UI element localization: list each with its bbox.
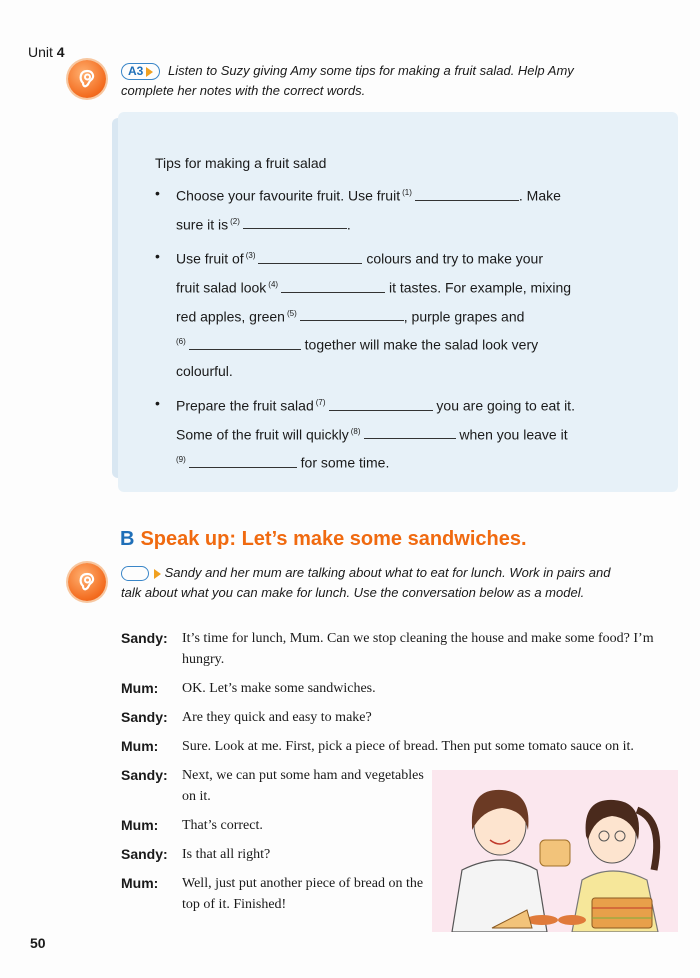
dialogue-line: Is that all right? [182,847,271,862]
section-b-title: Speak up: Let’s make some sandwiches. [140,528,527,550]
dialogue-line: Well, just put another piece of bread on the top of it. Finished! [182,876,424,912]
dialogue-row [121,873,442,915]
section-b-instruction-block [121,563,621,603]
bullet: • [155,248,160,265]
a3-instruction-block [121,61,621,101]
unit-number: 4 [56,44,65,60]
dialogue-line: Are they quick and easy to make? [182,710,372,725]
notes-item-2: • Use fruit of $^{(3)}$ colours and try to make your fruit salad look $^{(4)}$ it tastes. For example, mixing red apples, green $^{(5)}$ , purple grapes and $^{(6)}$ together will make the salad look very colourful. [135,243,635,384]
dialogue-row [121,736,661,757]
section-b-heading [120,528,527,551]
unit-label: Unit 4 [28,44,65,60]
blank-1[interactable] [415,186,519,201]
section-letter: B [120,528,135,550]
speaker: Sandy: [121,630,168,646]
blank-4[interactable] [281,278,385,293]
dialogue-line: It’s time for lunch, Mum. Can we stop cleaning the house and make some food? I’m hungry. [182,631,654,667]
notes-title: Tips for making a fruit salad [155,155,327,171]
blank-2[interactable] [243,214,347,229]
speaker: Mum: [121,875,159,891]
bullet: • [155,394,160,411]
blank-9[interactable] [189,453,297,468]
speaker: Sandy: [121,767,168,783]
bullet: • [155,185,160,201]
dialogue-row [121,707,661,728]
dialogue-row [121,678,661,699]
blank-3[interactable] [258,249,362,264]
dialogue-row [121,628,661,670]
blank-8[interactable] [364,424,456,439]
notes-item-1: • Choose your favourite fruit. Use fruit $^{(1)}$ . Make sure it is $^{(2)}$ . [135,180,635,237]
notes-item-3: • Prepare the fruit salad $^{(7)}$ you are going to eat it. Some of the fruit will quickly $^{(8)}$ when you leave it $^{(9)}$ for some time. [135,390,635,476]
speaker: Mum: [121,817,159,833]
blank-7[interactable] [329,396,433,411]
page-number: 50 [30,935,46,951]
listening-ear-icon [68,60,106,98]
dialogue-line: That’s correct. [182,818,263,833]
dialogue-row [121,844,432,865]
dialogue-line: Next, we can put some ham and vegetables on it. [182,768,424,804]
play-icon [146,67,153,77]
notes [135,150,635,482]
a3-instruction: Listen to Suzy giving Amy some tips for making a fruit salad. Help Amy complete her notes with the correct words. [121,63,574,98]
play-icon [154,569,161,579]
dialogue-line: Sure. Look at me. First, pick a piece of bread. Then put some tomato sauce on it. [182,739,634,754]
speaking-ear-icon [68,563,106,601]
speaker: Mum: [121,680,159,696]
dialogue-row [121,815,432,836]
blank-6[interactable] [189,335,301,350]
dialogue-line: OK. Let’s make some sandwiches. [182,681,376,696]
speaker: Sandy: [121,846,168,862]
a3-badge: A3 [121,63,160,80]
dialogue [121,628,661,923]
blank-5[interactable] [300,306,404,321]
section-b-instruction: Sandy and her mum are talking about what to eat for lunch. Work in pairs and talk about what you can make for lunch. Use the conversation below as a model. [121,565,611,600]
speaker: Sandy: [121,709,168,725]
speaker: Mum: [121,738,159,754]
speak-badge [121,566,149,581]
dialogue-row [121,765,432,807]
